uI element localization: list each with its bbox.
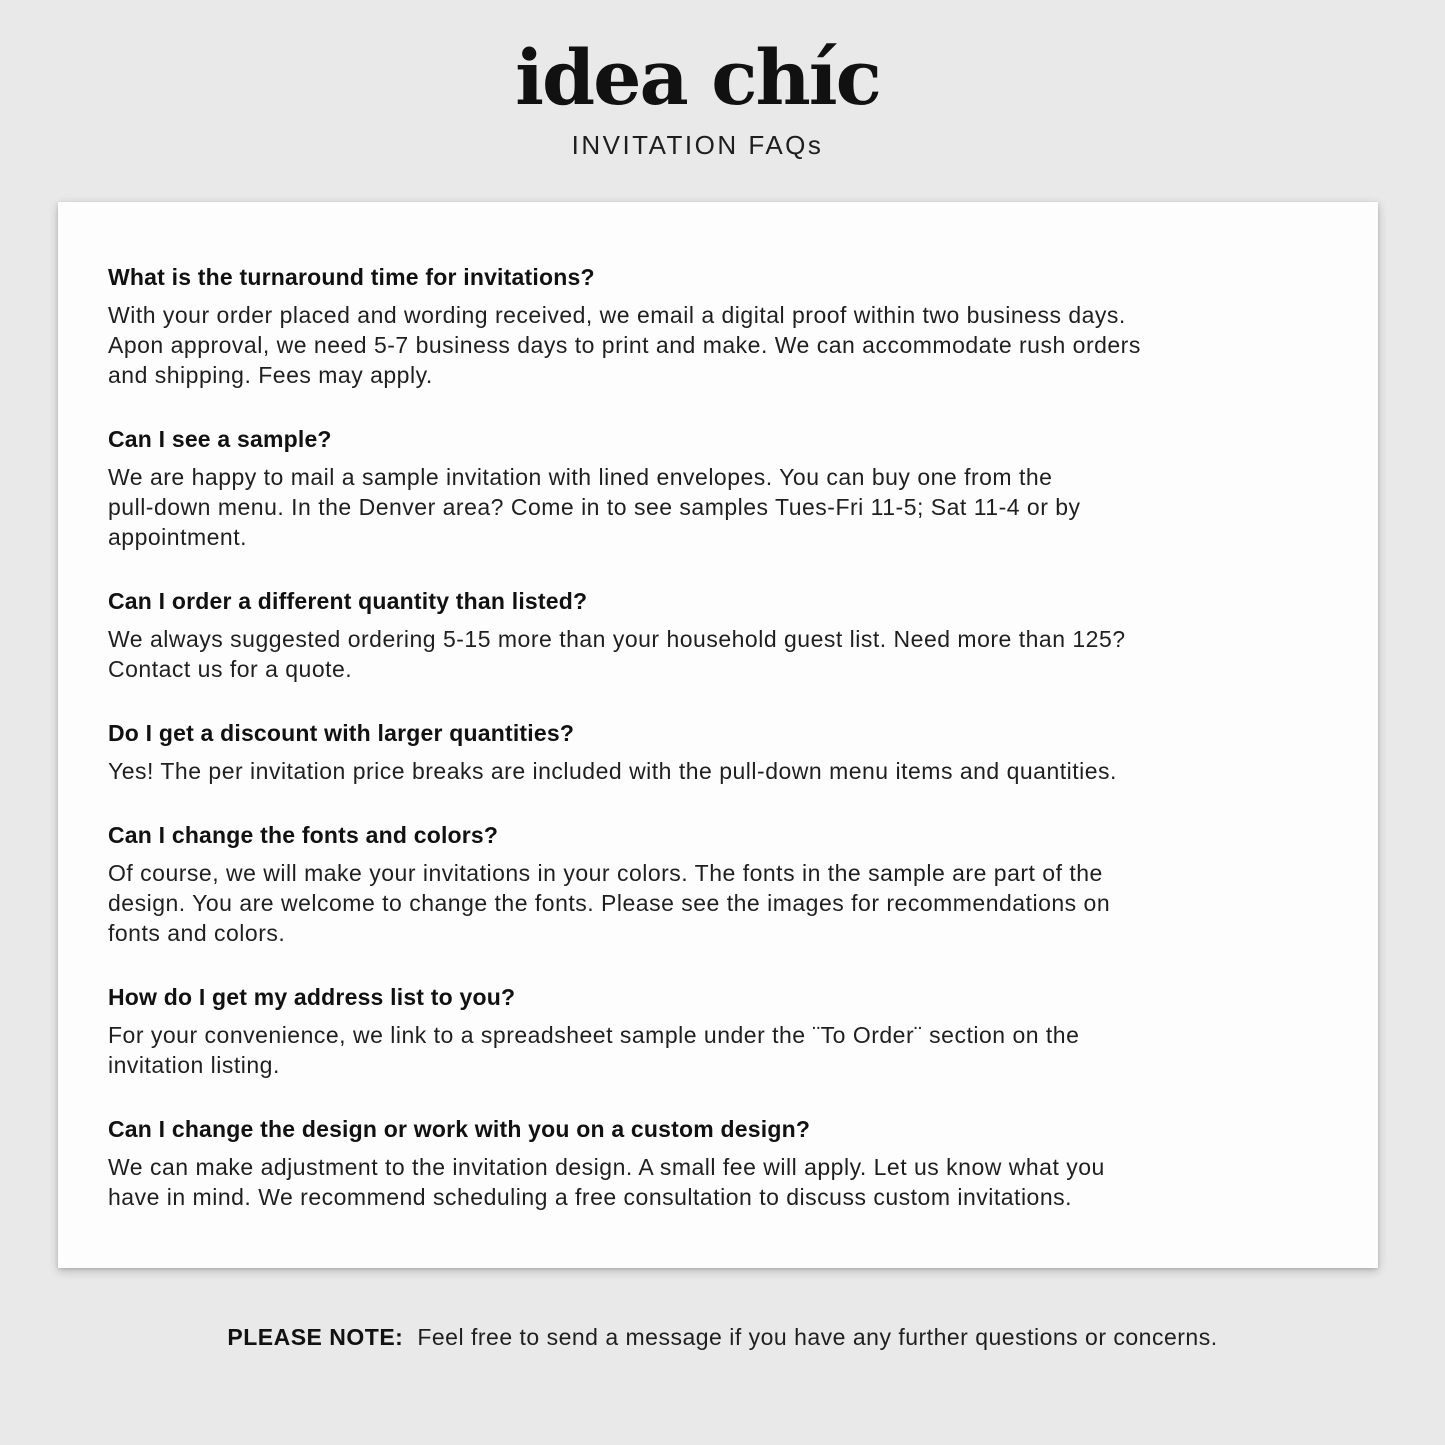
- faq-answer: [108, 756, 1343, 786]
- faq-question: How do I get my address list to you?: [108, 984, 516, 1010]
- faq-question: Can I change the design or work with you on a custom design?: [108, 1116, 811, 1142]
- faq-item-discount: [108, 718, 1343, 786]
- faq-item-custom-design: [108, 1114, 1343, 1212]
- answer-line: appointment.: [108, 524, 247, 550]
- faq-answer: [108, 300, 1343, 390]
- faq-answer: [108, 1152, 1343, 1212]
- answer-line: For your convenience, we link to a spreadsheet sample under the ¨To Order¨ section on the: [108, 1022, 1080, 1048]
- faq-item-turnaround: [108, 262, 1343, 390]
- faq-question: Do I get a discount with larger quantities?: [108, 720, 575, 746]
- faq-item-address-list: [108, 982, 1343, 1080]
- faq-card: [58, 202, 1378, 1268]
- answer-line: and shipping. Fees may apply.: [108, 362, 433, 388]
- answer-line: invitation listing.: [108, 1052, 280, 1078]
- faq-item-quantity: [108, 586, 1343, 684]
- faq-item-sample: [108, 424, 1343, 552]
- brand-logo: idea chíc: [515, 33, 880, 122]
- faq-answer: [108, 858, 1343, 948]
- faq-answer: [108, 1020, 1343, 1080]
- answer-line: Yes! The per invitation price breaks are included with the pull-down menu items and quantities.: [108, 758, 1117, 784]
- page-subtitle: INVITATION FAQs: [571, 129, 824, 160]
- faq-item-fonts-colors: [108, 820, 1343, 948]
- note-label: PLEASE NOTE:: [227, 1324, 404, 1350]
- answer-line: We can make adjustment to the invitation design. A small fee will apply. Let us know what you: [108, 1154, 1105, 1180]
- faq-answer: [108, 624, 1343, 684]
- answer-line: fonts and colors.: [108, 920, 286, 946]
- faq-question: What is the turnaround time for invitations?: [108, 264, 595, 290]
- answer-line: We are happy to mail a sample invitation with lined envelopes. You can buy one from the: [108, 464, 1053, 490]
- answer-line: have in mind. We recommend scheduling a free consultation to discuss custom invitations.: [108, 1184, 1073, 1210]
- answer-line: Contact us for a quote.: [108, 656, 353, 682]
- answer-line: Of course, we will make your invitations in your colors. The fonts in the sample are part of the: [108, 860, 1103, 886]
- answer-line: We always suggested ordering 5-15 more than your household guest list. Need more than 125?: [108, 626, 1126, 652]
- note-text: Feel free to send a message if you have any further questions or concerns.: [417, 1324, 1218, 1350]
- faq-question: Can I change the fonts and colors?: [108, 822, 499, 848]
- page-header: [0, 33, 1420, 161]
- footer-note: [0, 1322, 1445, 1352]
- answer-line: pull-down menu. In the Denver area? Come in to see samples Tues-Fri 11-5; Sat 11-4 or by: [108, 494, 1081, 520]
- faq-question: Can I see a sample?: [108, 426, 332, 452]
- faq-question: Can I order a different quantity than listed?: [108, 588, 588, 614]
- faq-answer: [108, 462, 1343, 552]
- answer-line: design. You are welcome to change the fonts. Please see the images for recommendations on: [108, 890, 1111, 916]
- answer-line: Apon approval, we need 5-7 business days to print and make. We can accommodate rush orders: [108, 332, 1141, 358]
- answer-line: With your order placed and wording received, we email a digital proof within two business days.: [108, 302, 1126, 328]
